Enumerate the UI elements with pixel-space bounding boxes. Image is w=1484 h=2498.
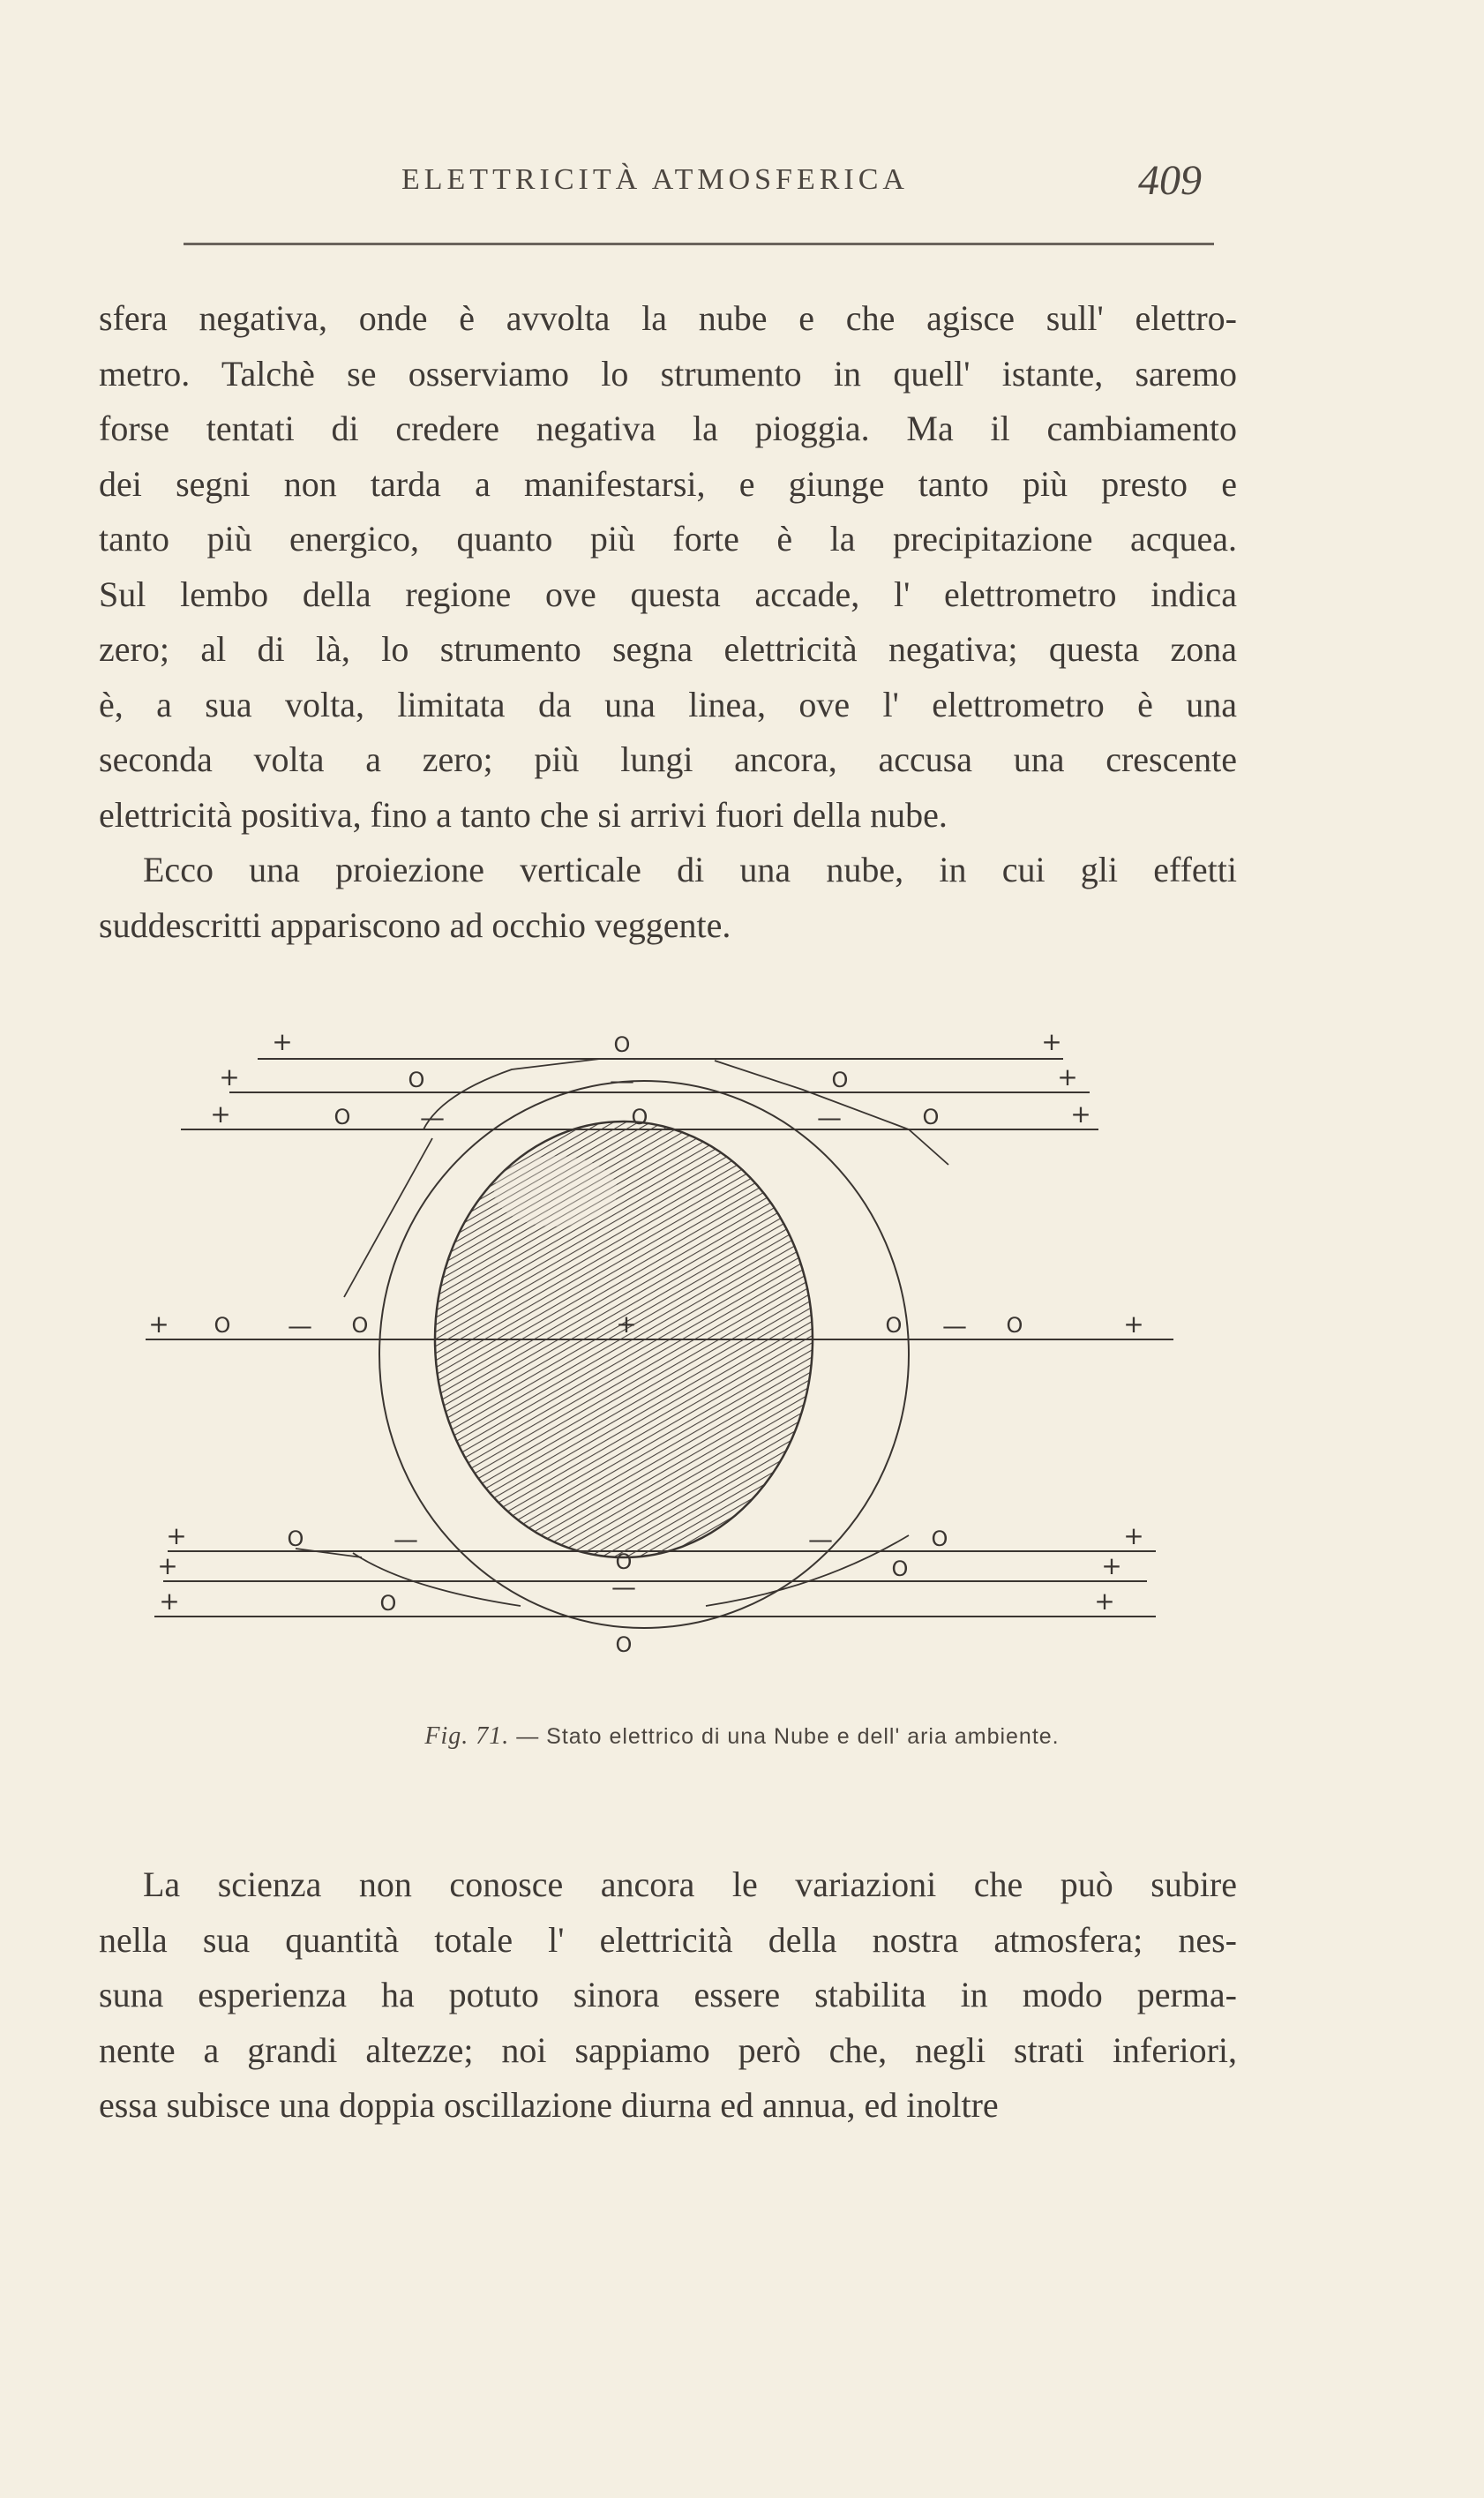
minus-sign: — <box>610 1066 634 1095</box>
zero-mark: O <box>334 1105 351 1129</box>
text-line: seconda volta a zero; più lungi ancora, accusa una crescente <box>99 739 1237 779</box>
text-line: elettricità positiva, fino a tanto che si arrivi fuori della nube. <box>99 794 948 835</box>
text-line: metro. Talchè se osserviamo lo strumento in quell' istante, saremo <box>99 353 1237 394</box>
text-line: tanto più energico, quanto più forte è la precipitazione acquea. <box>99 519 1237 559</box>
text-line: suddescritti appariscono ad occhio veggente. <box>99 904 731 945</box>
zero-mark: O <box>891 1557 909 1581</box>
minus-sign: — <box>393 1525 418 1554</box>
plus-sign: + <box>1123 1309 1144 1339</box>
paragraph-2 <box>99 843 1237 953</box>
zero-mark: O <box>615 1549 633 1574</box>
text-line: suna esperienza ha potuto sinora essere stabilita in modo perma- <box>99 1975 1237 2014</box>
plus-sign: + <box>1123 1521 1144 1550</box>
plus-sign: + <box>1094 1587 1115 1616</box>
plus-sign: + <box>1057 1062 1078 1091</box>
zero-mark: O <box>885 1313 903 1338</box>
text-line: Sul lembo della regione ove questa accade, l' elettrometro indica <box>99 574 1237 614</box>
plus-sign: + <box>616 1309 637 1339</box>
zero-mark: O <box>931 1527 948 1551</box>
zero-mark: O <box>1006 1313 1023 1338</box>
minus-sign: — <box>611 1572 636 1602</box>
diagonal-line <box>353 1553 521 1606</box>
text-line: dei segni non tarda a manifestarsi, e giunge tanto più presto e <box>99 463 1237 504</box>
figure-cloud-diagram <box>141 1024 1200 1703</box>
zero-mark: O <box>351 1313 369 1338</box>
text-line: zero; al di là, lo strumento segna elettricità negativa; questa zona <box>99 629 1237 669</box>
plus-sign: + <box>219 1062 240 1091</box>
plus-sign: + <box>272 1027 293 1056</box>
zero-mark: O <box>408 1068 425 1092</box>
plus-sign: + <box>1101 1551 1122 1580</box>
minus-sign: — <box>808 1525 833 1554</box>
running-head <box>0 157 1484 216</box>
zero-mark: O <box>287 1527 304 1551</box>
zero-mark: O <box>831 1068 849 1092</box>
zero-mark: O <box>631 1105 648 1129</box>
plus-sign: + <box>1041 1027 1062 1056</box>
header-rule <box>184 243 1214 245</box>
page-number: 409 <box>1138 157 1202 204</box>
plus-sign: + <box>166 1521 187 1550</box>
diagonal-line <box>344 1138 432 1297</box>
plus-sign: + <box>157 1551 178 1580</box>
minus-sign: — <box>817 1103 842 1132</box>
text-line: forse tentati di credere negativa la pioggia. Ma il cambiamento <box>99 409 1237 448</box>
plus-sign: + <box>210 1099 231 1129</box>
plus-sign: + <box>148 1309 169 1339</box>
zero-mark: O <box>615 1632 633 1657</box>
plus-sign: + <box>159 1587 180 1616</box>
text-line: La scienza non conosce ancora le variazioni che può subire <box>143 1864 1237 1904</box>
zero-mark: O <box>214 1313 231 1338</box>
diagonal-line <box>423 1059 600 1129</box>
running-title: ELETTRICITÀ ATMOSFERICA <box>401 163 909 196</box>
text-line: Ecco una proiezione verticale di una nube, in cui gli effetti <box>143 850 1237 889</box>
zero-mark: O <box>613 1032 631 1057</box>
zero-mark: O <box>922 1105 940 1129</box>
text-line: sfera negativa, onde è avvolta la nube e che agisce sull' elettro- <box>99 298 1237 338</box>
text-line: nella sua quantità totale l' elettricità della nostra atmosfera; nes- <box>99 1919 1237 1960</box>
minus-sign: — <box>288 1311 312 1340</box>
paragraph-3 <box>99 1857 1237 2134</box>
plus-sign: + <box>1070 1099 1091 1129</box>
text-line: essa subisce una doppia oscillazione diurna ed annua, ed inoltre <box>99 2085 999 2125</box>
diagonal-line <box>296 1549 362 1557</box>
text-line: è, a sua volta, limitata da una linea, ove l' elettrometro è una <box>99 684 1237 724</box>
figure-label: Fig. 71. <box>424 1722 510 1750</box>
hatched-cloud <box>435 1121 813 1557</box>
minus-sign: — <box>420 1103 445 1132</box>
cloud-body <box>435 1121 813 1557</box>
text-line: nente a grandi altezze; noi sappiamo però che, negli strati inferiori, <box>99 2029 1237 2070</box>
zero-mark: O <box>379 1591 397 1616</box>
cloud-highlight <box>494 1156 618 1226</box>
paragraph-1 <box>99 291 1237 843</box>
figure-caption-text: — Stato elettrico di una Nube e dell' aria ambiente. <box>516 1724 1060 1749</box>
minus-sign: — <box>942 1311 967 1340</box>
figure-caption <box>0 1722 1484 1751</box>
